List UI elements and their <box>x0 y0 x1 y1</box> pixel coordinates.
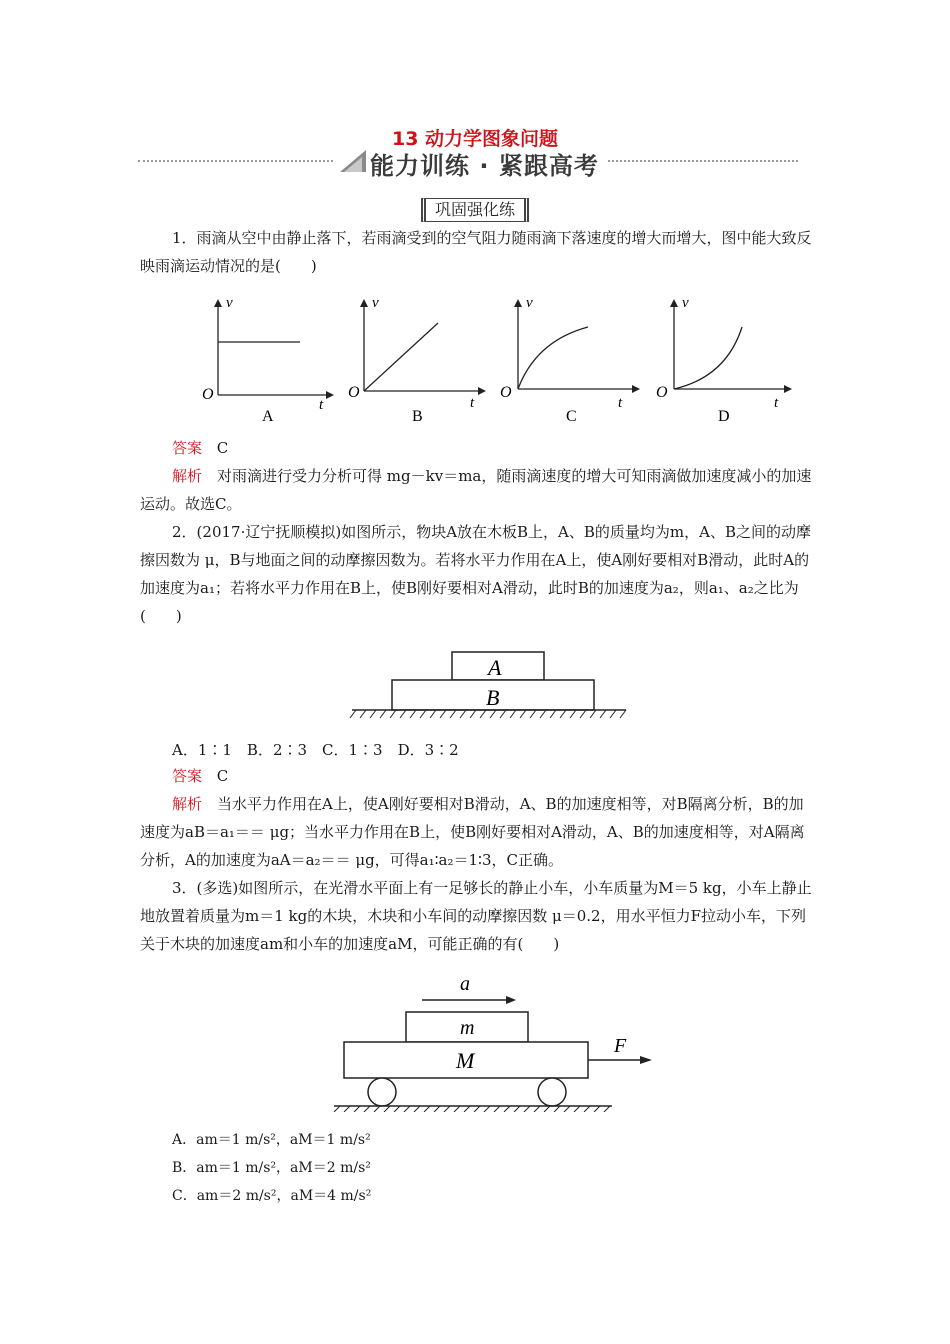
q2-diagram <box>346 648 632 728</box>
graph-c <box>500 295 640 425</box>
block-a-label: A <box>488 655 502 680</box>
section-title: 巩固强化练 <box>421 198 529 222</box>
graph-b <box>348 295 486 425</box>
graph-a-x-label: t <box>319 397 324 413</box>
q3-option-b: B．am＝1 m/s²，aM＝2 m/s² <box>172 1160 371 1176</box>
graph-a-label: A <box>262 408 274 425</box>
board-b-label: B <box>486 685 500 710</box>
graph-d-y-label: v <box>682 295 689 311</box>
wheel-left <box>368 1078 396 1106</box>
graph-c-origin: O <box>500 384 512 401</box>
graph-d-origin: O <box>656 384 668 401</box>
graph-b-y-label: v <box>372 295 379 311</box>
q1-analysis-label: 解析 <box>172 467 203 485</box>
accel-label: a <box>460 973 470 995</box>
section-header <box>0 198 950 222</box>
graph-b-x-label: t <box>470 395 475 411</box>
q2-analysis <box>140 790 812 874</box>
chart-rising-icon <box>338 148 368 174</box>
graph-d-x-label: t <box>774 395 779 411</box>
graph-d <box>656 295 792 425</box>
q2-analysis-label: 解析 <box>172 795 203 813</box>
q2-answer-label: 答案 <box>172 767 203 785</box>
q1-analysis-text: 对雨滴进行受力分析可得 mg－kv＝ma，随雨滴速度的增大可知雨滴做加速度减小的加速运动。故选C。 <box>140 467 812 513</box>
q2-answer-value: C <box>216 767 229 785</box>
q2-answer <box>172 762 844 790</box>
q3-option-c: C．am＝2 m/s²，aM＝4 m/s² <box>172 1188 372 1204</box>
q1-analysis <box>140 462 812 518</box>
graph-c-label: C <box>566 408 577 425</box>
banner-divider-right <box>608 160 798 162</box>
q1-answer <box>172 434 844 462</box>
question-2-text: 2．(2017·辽宁抚顺模拟)如图所示，物块A放在木板B上，A、B的质量均为m，A、B之间的动摩擦因数为 μ，B与地面之间的动摩擦因数为。若将水平力作用在A上，使A刚好要相对B滑动，此时A的加速度为a₁；若将水平力作用在B上，使B刚好要相对A滑动，此时B的加速度为a₂，则a₁、a₂之比为( ) <box>140 523 811 625</box>
banner-text: 能力训练 · 紧跟高考 <box>370 152 599 180</box>
graph-b-origin: O <box>348 384 360 401</box>
q2-analysis-text: 当水平力作用在A上，使A刚好要相对B滑动，A、B的加速度相等，对B隔离分析，B的加速度为aB＝a₁＝＝ μg；当水平力作用在B上，使B刚好要相对A滑动，A、B的加速度相等，对A隔离分析，A的加速度为aA＝a₂＝＝ μg，可得a₁∶a₂＝1∶3，C正确。 <box>140 795 805 869</box>
q2-options: A．1∶1 B．2∶3 C．1∶3 D．3∶2 <box>172 741 459 759</box>
graph-c-y-label: v <box>526 295 533 311</box>
graph-b-label: B <box>412 408 423 425</box>
graph-a-origin: O <box>202 386 214 403</box>
force-label: F <box>614 1035 627 1057</box>
banner-divider-left <box>138 160 333 162</box>
banner <box>138 146 798 180</box>
cart-M-label: M <box>456 1048 475 1073</box>
graph-d-label: D <box>718 408 730 425</box>
block-m-label: m <box>460 1017 475 1039</box>
graph-a <box>202 295 334 425</box>
page-title: 13 动力学图象问题 <box>391 128 559 150</box>
question-3-text: 3．(多选)如图所示，在光滑水平面上有一足够长的静止小车，小车质量为M＝5 kg，小车上静止地放置着质量为m＝1 kg的木块，木块和小车间的动摩擦因数 μ＝0.2，用水平恒力F拉动小车，下列关于木块的加速度am和小车的加速度aM，可能正确的有( ) <box>140 879 812 953</box>
q1-graphs <box>186 285 798 431</box>
q1-answer-label: 答案 <box>172 439 203 457</box>
wheel-right <box>538 1078 566 1106</box>
q3-diagram <box>330 966 670 1112</box>
graph-c-x-label: t <box>618 395 623 411</box>
question-1-text: 1．雨滴从空中由静止落下，若雨滴受到的空气阻力随雨滴下落速度的增大而增大，图中能大致反映雨滴运动情况的是( ) <box>140 229 812 275</box>
q1-answer-value: C <box>216 439 229 457</box>
q3-option-a: A．am＝1 m/s²，aM＝1 m/s² <box>172 1132 371 1148</box>
graph-a-y-label: v <box>226 295 233 311</box>
